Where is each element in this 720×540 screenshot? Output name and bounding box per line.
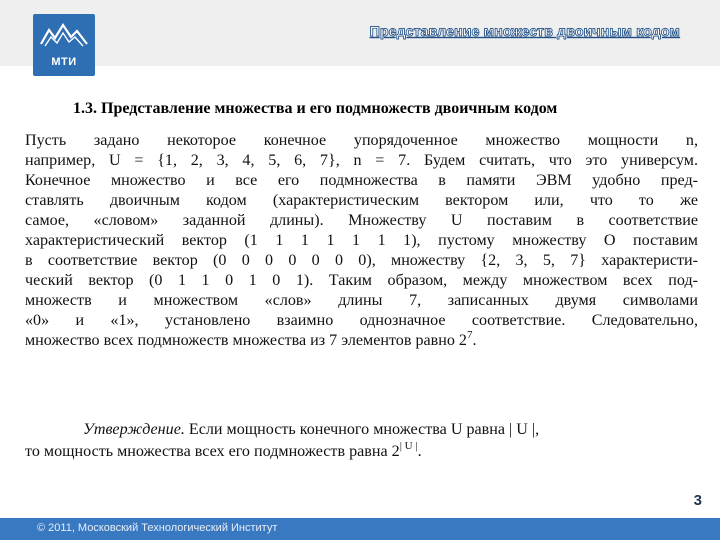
institute-logo bbox=[33, 14, 95, 76]
statement-line bbox=[25, 419, 698, 441]
body-line: ставлять двоичным кодом (характеристическим вектором или, что то же bbox=[25, 192, 698, 209]
body-line: Конечное множество и все его подмножества в памяти ЭВМ удобно пред- bbox=[25, 172, 698, 189]
body-line: например, U = {1, 2, 3, 4, 5, 6, 7}, n = 7. Будем считать, что это универсум. bbox=[25, 152, 698, 169]
body-line: множеств и множеством «слов» длины 7, записанных двумя символами bbox=[25, 292, 698, 309]
statement-paragraph bbox=[25, 419, 698, 463]
body-line: в соответствие вектор (0 0 0 0 0 0 0), множеству {2, 3, 5, 7} характеристи- bbox=[25, 252, 698, 269]
body-line: Пусть задано некоторое конечное упорядоченное множество мощности n, bbox=[25, 132, 698, 149]
statement-label: Утверждение. bbox=[83, 421, 185, 438]
statement-text-2: то мощность множества всех его подмножеств равна 2 bbox=[25, 443, 400, 460]
statement-text: Если мощность конечного множества U равна | U |, bbox=[184, 421, 540, 438]
statement-line bbox=[25, 441, 698, 463]
footer-copyright: © 2011, Московский Технологический Институт bbox=[37, 522, 278, 534]
body-last-text: множество всех подмножеств множества из 7 элементов равно 2 bbox=[25, 332, 467, 349]
footer-band bbox=[0, 518, 720, 540]
section-heading: 1.3. Представление множества и его подмножеств двоичным кодом bbox=[73, 100, 558, 117]
page-number: 3 bbox=[693, 492, 702, 509]
mountains-icon bbox=[39, 22, 89, 48]
statement-end: . bbox=[417, 443, 422, 460]
power-exponent: | U | bbox=[399, 440, 418, 452]
power-exponent: 7 bbox=[466, 329, 473, 341]
slide-title: Представление множеств двоичным кодом bbox=[369, 23, 680, 39]
body-last-line bbox=[25, 331, 698, 351]
body-line: ческий вектор (0 1 1 0 1 0 1). Таким образом, между множеством всех под- bbox=[25, 272, 698, 289]
logo-text: МТИ bbox=[51, 56, 77, 68]
body-line: «0» и «1», установлено взаимно однозначное соответствие. Следовательно, bbox=[25, 312, 698, 329]
body-last-end: . bbox=[472, 332, 477, 349]
body-paragraph bbox=[25, 131, 698, 351]
body-line: самое, «словом» заданной длины). Множеству U поставим в соответствие bbox=[25, 212, 698, 229]
body-line: характеристический вектор (1 1 1 1 1 1 1), пустому множеству O поставим bbox=[25, 232, 698, 249]
